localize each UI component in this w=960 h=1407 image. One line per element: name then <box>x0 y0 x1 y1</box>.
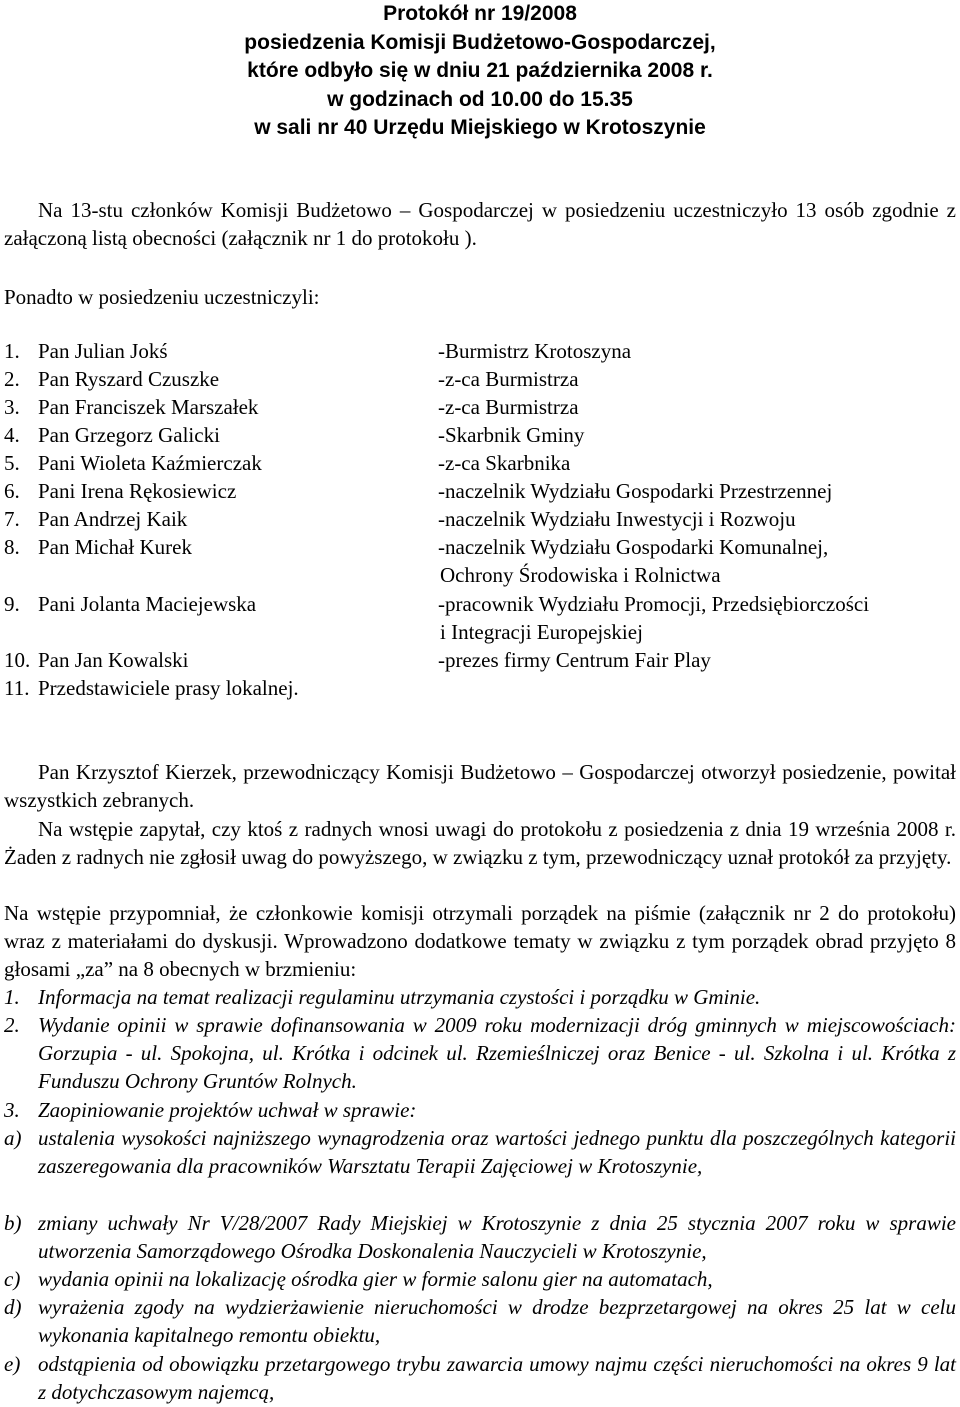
agenda-item <box>4 1011 956 1095</box>
agenda-subitem <box>4 1293 956 1349</box>
attendee-number: 4. <box>4 423 20 447</box>
agenda-item-text: Informacja na temat realizacji regulaminu utrzymania czystości i porządku w Gminie. <box>38 985 761 1009</box>
minutes-approval-paragraph: Na wstępie zapytał, czy ktoś z radnych wnosi uwagi do protokołu z posiedzenia z dnia 19 września 2008 r. Żaden z radnych nie zgłosił uwag do powyższego, w związku z tym, przewodniczący uznał protokół za przyjęty. <box>4 817 956 869</box>
agenda-item-number: 2. <box>4 1013 20 1037</box>
agenda-subitem <box>4 1209 956 1265</box>
attendee-name: Przedstawiciele prasy lokalnej. <box>38 676 299 700</box>
attendee-name: Pan Jan Kowalski <box>38 648 189 672</box>
agenda-subitem-letter: d) <box>4 1295 22 1319</box>
agenda-subitem-text: zmiany uchwały Nr V/28/2007 Rady Miejskiej w Krotoszynie z dnia 25 stycznia 2007 roku w sprawie utworzenia Samorządowego Ośrodka Doskonalenia Nauczycieli w Krotoszynie, <box>38 1211 956 1263</box>
attendee-name: Pan Ryszard Czuszke <box>38 367 220 391</box>
attendee-name: Pan Michał Kurek <box>38 535 192 559</box>
attendee-number: 10. <box>4 648 31 672</box>
attendee-role: -naczelnik Wydziału Gospodarki Komunalnej, <box>438 535 829 559</box>
attendee-name: Pan Franciszek Marszałek <box>38 395 259 419</box>
attendee-number: 3. <box>4 395 20 419</box>
agenda-item <box>4 983 956 1011</box>
agenda-subitem-letter: e) <box>4 1352 21 1376</box>
agenda-item-number: 1. <box>4 985 20 1009</box>
attendee-role: -Burmistrz Krotoszyna <box>438 339 632 363</box>
agenda-subitem-text: odstąpienia od obowiązku przetargowego trybu zawarcia umowy najmu części nieruchomości na okres 9 lat z dotychczasowym najemcą, <box>38 1352 956 1404</box>
agenda-subitem-text: wydania opinii na lokalizację ośrodka gier w formie salonu gier na automatach, <box>38 1267 713 1291</box>
attendee-role: -naczelnik Wydziału Inwestycji i Rozwoju <box>438 507 796 531</box>
attendee-name: Pan Julian Jokś <box>38 339 168 363</box>
header-title: Protokół nr 19/2008 <box>383 2 577 25</box>
agenda-subitem-letter: a) <box>4 1126 22 1150</box>
attendee-role: -prezes firmy Centrum Fair Play <box>438 648 711 672</box>
attendee-row <box>4 477 956 505</box>
attendee-number: 11. <box>4 676 30 700</box>
agenda-subitem-letter: c) <box>4 1267 21 1291</box>
attendee-number: 8. <box>4 535 20 559</box>
attendee-row <box>4 421 956 449</box>
attendee-name: Pan Grzegorz Galicki <box>38 423 220 447</box>
attendee-name: Pani Wioleta Kaźmierczak <box>38 451 262 475</box>
agenda-item-text: Wydanie opinii w sprawie dofinansowania w 2009 roku modernizacji dróg gminnych w miejscowościach: Gorzupia - ul. Spokojna, ul. Krótka i odcinek ul. Rzemieślniczej oraz Benice - ul. Szkolna i ul. Krótka z Funduszu Ochrony Gruntów Rolnych. <box>38 1013 956 1093</box>
attendee-number: 1. <box>4 339 20 363</box>
header-committee: posiedzenia Komisji Budżetowo-Gospodarczej, <box>244 30 716 54</box>
attendee-role: -z-ca Burmistrza <box>438 395 579 419</box>
agenda-subitem <box>4 1350 956 1406</box>
attendee-role: -pracownik Wydziału Promocji, Przedsiębiorczości <box>438 592 870 616</box>
agenda-subitem <box>4 1124 956 1180</box>
attendee-row <box>4 365 956 393</box>
header-hours: w godzinach od 10.00 do 15.35 <box>327 87 633 111</box>
attendee-role: -z-ca Skarbnika <box>438 451 571 475</box>
agenda-subitem-letter: b) <box>4 1211 22 1235</box>
attendee-number: 5. <box>4 451 20 475</box>
attendee-number: 2. <box>4 367 20 391</box>
attendee-row <box>4 533 956 561</box>
header-room: w sali nr 40 Urzędu Miejskiego w Krotoszynie <box>254 116 706 139</box>
agenda-subitem <box>4 1265 956 1293</box>
attendee-role: -z-ca Burmistrza <box>438 367 579 391</box>
attendee-name: Pan Andrzej Kaik <box>38 507 188 531</box>
attendee-row <box>4 674 956 702</box>
attendee-row <box>4 449 956 477</box>
attendee-role-continuation: Ochrony Środowiska i Rolnictwa <box>440 563 721 587</box>
agenda-subitem-text: wyrażenia zgody na wydzierżawienie nieruchomości w drodze bezprzetargowej na okres 25 lat w celu wykonania kapitalnego remontu obiektu, <box>38 1295 956 1347</box>
agenda-item-text: Zaopiniowanie projektów uchwał w sprawie: <box>38 1098 417 1122</box>
attendee-name: Pani Jolanta Maciejewska <box>38 592 257 616</box>
agenda-intro-paragraph: Na wstępie przypomniał, że członkowie komisji otrzymali porządek na piśmie (załącznik nr 2 do protokołu) wraz z materiałami do dyskusji. Wprowadzono dodatkowe tematy w związku z tym porządek obrad przyjęto 8 głosami „za” na 8 obecnych w brzmieniu: <box>4 901 956 981</box>
agenda-item-number: 3. <box>4 1098 20 1122</box>
agenda-item <box>4 1096 956 1124</box>
agenda-subitem-text: ustalenia wysokości najniższego wynagrodzenia oraz wartości jednego punktu dla poszczególnych kategorii zaszeregowania dla pracowników Warsztatu Terapii Zajęciowej w Krotoszynie, <box>38 1126 956 1178</box>
attendee-number: 9. <box>4 592 20 616</box>
attendee-number: 7. <box>4 507 20 531</box>
attendee-row <box>4 337 956 365</box>
header-date: które odbyło się w dniu 21 października 2008 r. <box>247 59 713 82</box>
attendee-row <box>4 590 956 618</box>
attendee-role-continuation: i Integracji Europejskiej <box>440 620 643 644</box>
attendee-name: Pani Irena Rękosiewicz <box>38 479 237 503</box>
attendee-row <box>4 646 956 674</box>
attendee-row <box>4 393 956 421</box>
protocol-header <box>0 0 960 143</box>
opening-paragraph: Pan Krzysztof Kierzek, przewodniczący Komisji Budżetowo – Gospodarczej otworzył posiedzenie, powitał wszystkich zebranych. <box>4 760 956 812</box>
attendee-number: 6. <box>4 479 20 503</box>
attendee-role: -naczelnik Wydziału Gospodarki Przestrzennej <box>438 479 833 503</box>
attendee-role: -Skarbnik Gminy <box>438 423 585 447</box>
attendees-heading: Ponadto w posiedzeniu uczestniczyli: <box>4 285 320 309</box>
attendee-row <box>4 505 956 533</box>
intro-paragraph: Na 13-stu członków Komisji Budżetowo – Gospodarczej w posiedzeniu uczestniczyło 13 osób zgodnie z załączoną listą obecności (załącznik nr 1 do protokołu ). <box>4 198 956 250</box>
